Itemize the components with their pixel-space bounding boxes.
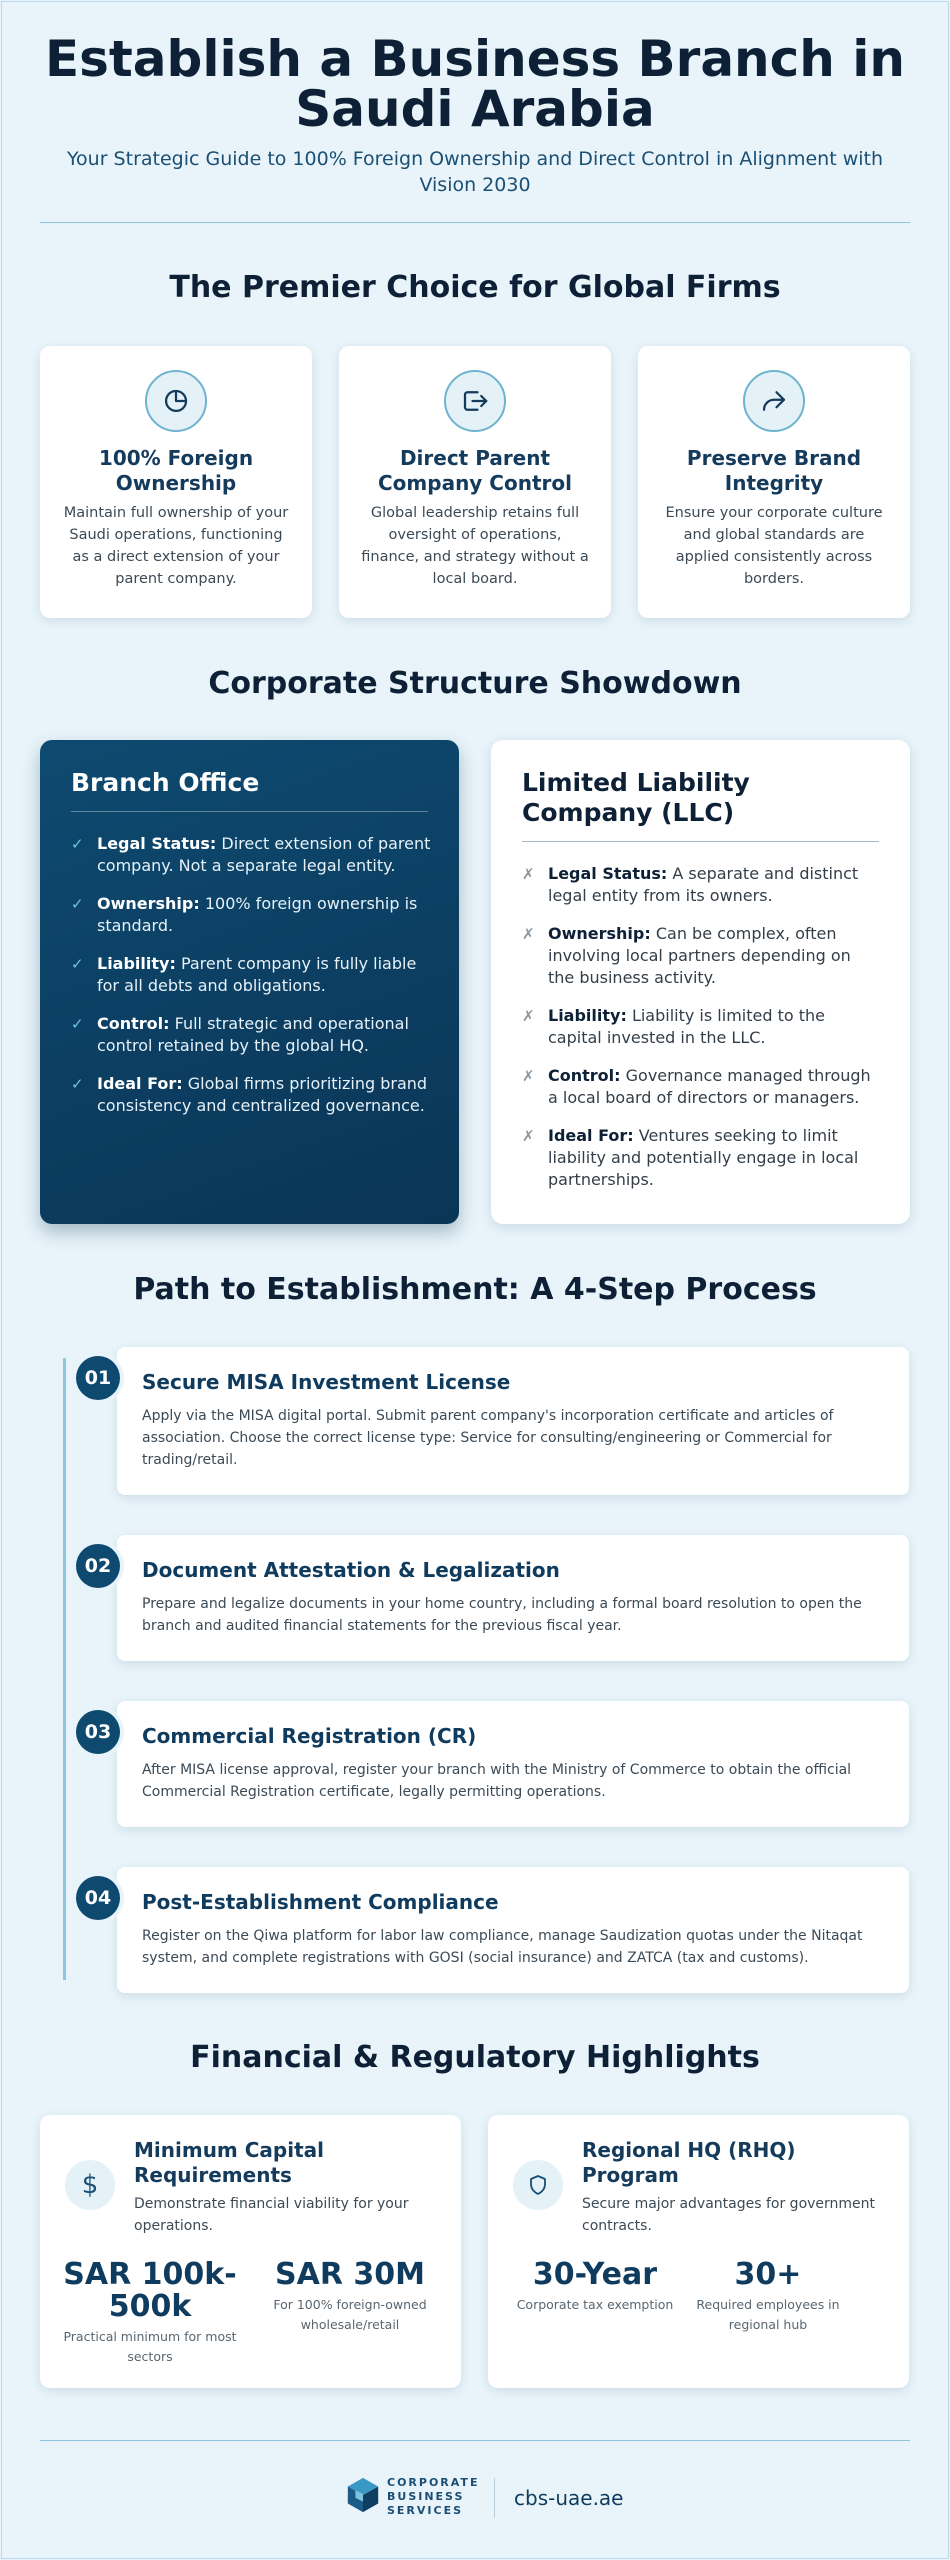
- feature-title: Direct Parent Company Control: [378, 446, 572, 495]
- step-number: 02: [76, 1544, 120, 1588]
- step-title: Post-Establishment Compliance: [142, 1890, 499, 1914]
- feature-text: Maintain full ownership of your Saudi operations, functioning as a direct extension of your parent company.: [63, 505, 289, 587]
- list-item: ✗ Ideal For: Ventures seeking to limit liability and potentially engage in local partnerships.: [522, 1126, 859, 1189]
- branch-feature-list: [71, 833, 431, 1133]
- company-logo-icon: [344, 2476, 382, 2518]
- check-icon: ✓: [71, 1015, 84, 1033]
- stat-block: [673, 2259, 863, 2335]
- capital-card: [40, 2115, 461, 2388]
- step-card-1: [117, 1347, 909, 1495]
- shield-icon: [513, 2160, 563, 2210]
- feature-text: Ensure your corporate culture and global standards are applied consistently across borders.: [665, 505, 883, 587]
- rhq-card: [488, 2115, 909, 2388]
- premier-section-title: The Premier Choice for Global Firms: [169, 270, 781, 305]
- list-item: ✓ Liability: Parent company is fully liable for all debts and obligations.: [71, 954, 417, 995]
- rhq-desc: Secure major advantages for government contracts.: [582, 2196, 876, 2234]
- pie-chart-icon: [145, 370, 207, 432]
- step-title: Document Attestation & Legalization: [142, 1558, 560, 1582]
- stat-block: [255, 2259, 445, 2335]
- step-card-2: [117, 1535, 909, 1661]
- capital-desc: Demonstrate financial viability for your operations.: [134, 2196, 409, 2234]
- stat-label: Corporate tax exemption: [516, 2297, 674, 2312]
- stat-value: 30+: [734, 2257, 802, 2292]
- step-number: 04: [76, 1876, 120, 1920]
- llc-feature-list: [522, 863, 882, 1207]
- step-title: Secure MISA Investment License: [142, 1370, 511, 1394]
- check-icon: ✓: [71, 955, 84, 973]
- step-text: Register on the Qiwa platform for labor law compliance, manage Saudization quotas under the Nitaqat system, and complete registrations with GOSI (social insurance) and ZATCA (tax and customs).: [142, 1928, 863, 1966]
- forward-arrow-icon: [743, 370, 805, 432]
- page-subtitle: Your Strategic Guide to 100% Foreign Ownership and Direct Control in Alignment with Vision 2030: [66, 148, 884, 196]
- list-item: ✗ Ownership: Can be complex, often involving local partners depending on the business activity.: [522, 924, 851, 987]
- capital-title: Minimum Capital Requirements: [134, 2138, 324, 2187]
- stat-block: [500, 2259, 690, 2315]
- step-number: 03: [76, 1710, 120, 1754]
- llc-title: Limited Liability Company (LLC): [522, 768, 750, 827]
- dollar-icon: $: [65, 2160, 115, 2210]
- feature-card-control: [339, 346, 611, 618]
- step-text: Apply via the MISA digital portal. Submit parent company's incorporation certificate and articles of association. Choose the correct license type: Service for consulting/engineering or Commercial for trading/retail.: [142, 1408, 834, 1468]
- check-icon: ✓: [71, 1075, 84, 1093]
- step-card-4: [117, 1867, 909, 1993]
- step-card-3: [117, 1701, 909, 1827]
- stat-label: Required employees in regional hub: [696, 2297, 840, 2332]
- stat-value: SAR 30M: [275, 2257, 425, 2292]
- list-item: ✓ Control: Full strategic and operational control retained by the global HQ.: [71, 1014, 409, 1055]
- cross-icon: ✗: [522, 925, 535, 943]
- cross-icon: ✗: [522, 1007, 535, 1025]
- branch-office-title: Branch Office: [71, 768, 260, 797]
- step-title: Commercial Registration (CR): [142, 1724, 477, 1748]
- financial-section-title: Financial & Regulatory Highlights: [190, 2040, 760, 2075]
- process-section-title: Path to Establishment: A 4-Step Process: [133, 1272, 817, 1307]
- timeline-line: [63, 1358, 66, 1980]
- footer-separator: [494, 2478, 495, 2518]
- feature-title: 100% Foreign Ownership: [98, 446, 254, 495]
- check-icon: ✓: [71, 835, 84, 853]
- feature-title: Preserve Brand Integrity: [686, 446, 862, 495]
- list-item: ✓ Ownership: 100% foreign ownership is standard.: [71, 894, 418, 935]
- share-exit-icon: [444, 370, 506, 432]
- structure-section-title: Corporate Structure Showdown: [208, 666, 742, 701]
- feature-card-ownership: [40, 346, 312, 618]
- feature-text: Global leadership retains full oversight of operations, finance, and strategy without a local board.: [361, 505, 589, 587]
- list-item: ✗ Legal Status: A separate and distinct legal entity from its owners.: [522, 864, 859, 905]
- list-item: ✗ Liability: Liability is limited to the capital invested in the LLC.: [522, 1006, 825, 1047]
- step-text: After MISA license approval, register your branch with the Ministry of Commerce to obtain the official Commercial Registration certificate, legally permitting operations.: [142, 1762, 852, 1800]
- stat-label: For 100% foreign-owned wholesale/retail: [273, 2297, 427, 2332]
- branch-office-card: [40, 740, 459, 1224]
- header-divider: [40, 222, 910, 223]
- cross-icon: ✗: [522, 865, 535, 883]
- card-divider: [71, 811, 428, 812]
- footer: [0, 2470, 950, 2530]
- stat-label: Practical minimum for most sectors: [63, 2329, 237, 2364]
- stat-value: SAR 100k-500k: [63, 2257, 237, 2324]
- company-logo: CORPORATE BUSINESS SERVICES: [387, 2476, 480, 2517]
- cross-icon: ✗: [522, 1067, 535, 1085]
- card-divider: [522, 841, 879, 842]
- website-link[interactable]: cbs-uae.ae: [514, 2486, 624, 2510]
- list-item: ✗ Control: Governance managed through a local board of directors or managers.: [522, 1066, 871, 1107]
- llc-card: [491, 740, 910, 1224]
- check-icon: ✓: [71, 895, 84, 913]
- list-item: ✓ Ideal For: Global firms prioritizing brand consistency and centralized governance.: [71, 1074, 428, 1115]
- list-item: ✓ Legal Status: Direct extension of parent company. Not a separate legal entity.: [71, 834, 431, 875]
- rhq-title: Regional HQ (RHQ) Program: [582, 2138, 796, 2187]
- footer-divider: [40, 2440, 910, 2441]
- feature-card-brand: [638, 346, 910, 618]
- step-number: 01: [76, 1356, 120, 1400]
- cross-icon: ✗: [522, 1127, 535, 1145]
- step-text: Prepare and legalize documents in your home country, including a formal board resolution to open the branch and audited financial statements for the previous fiscal year.: [142, 1596, 862, 1634]
- stat-value: 30-Year: [532, 2257, 658, 2292]
- page-title: Establish a Business Branch in Saudi Arabia: [44, 30, 906, 138]
- stat-block: [55, 2259, 245, 2367]
